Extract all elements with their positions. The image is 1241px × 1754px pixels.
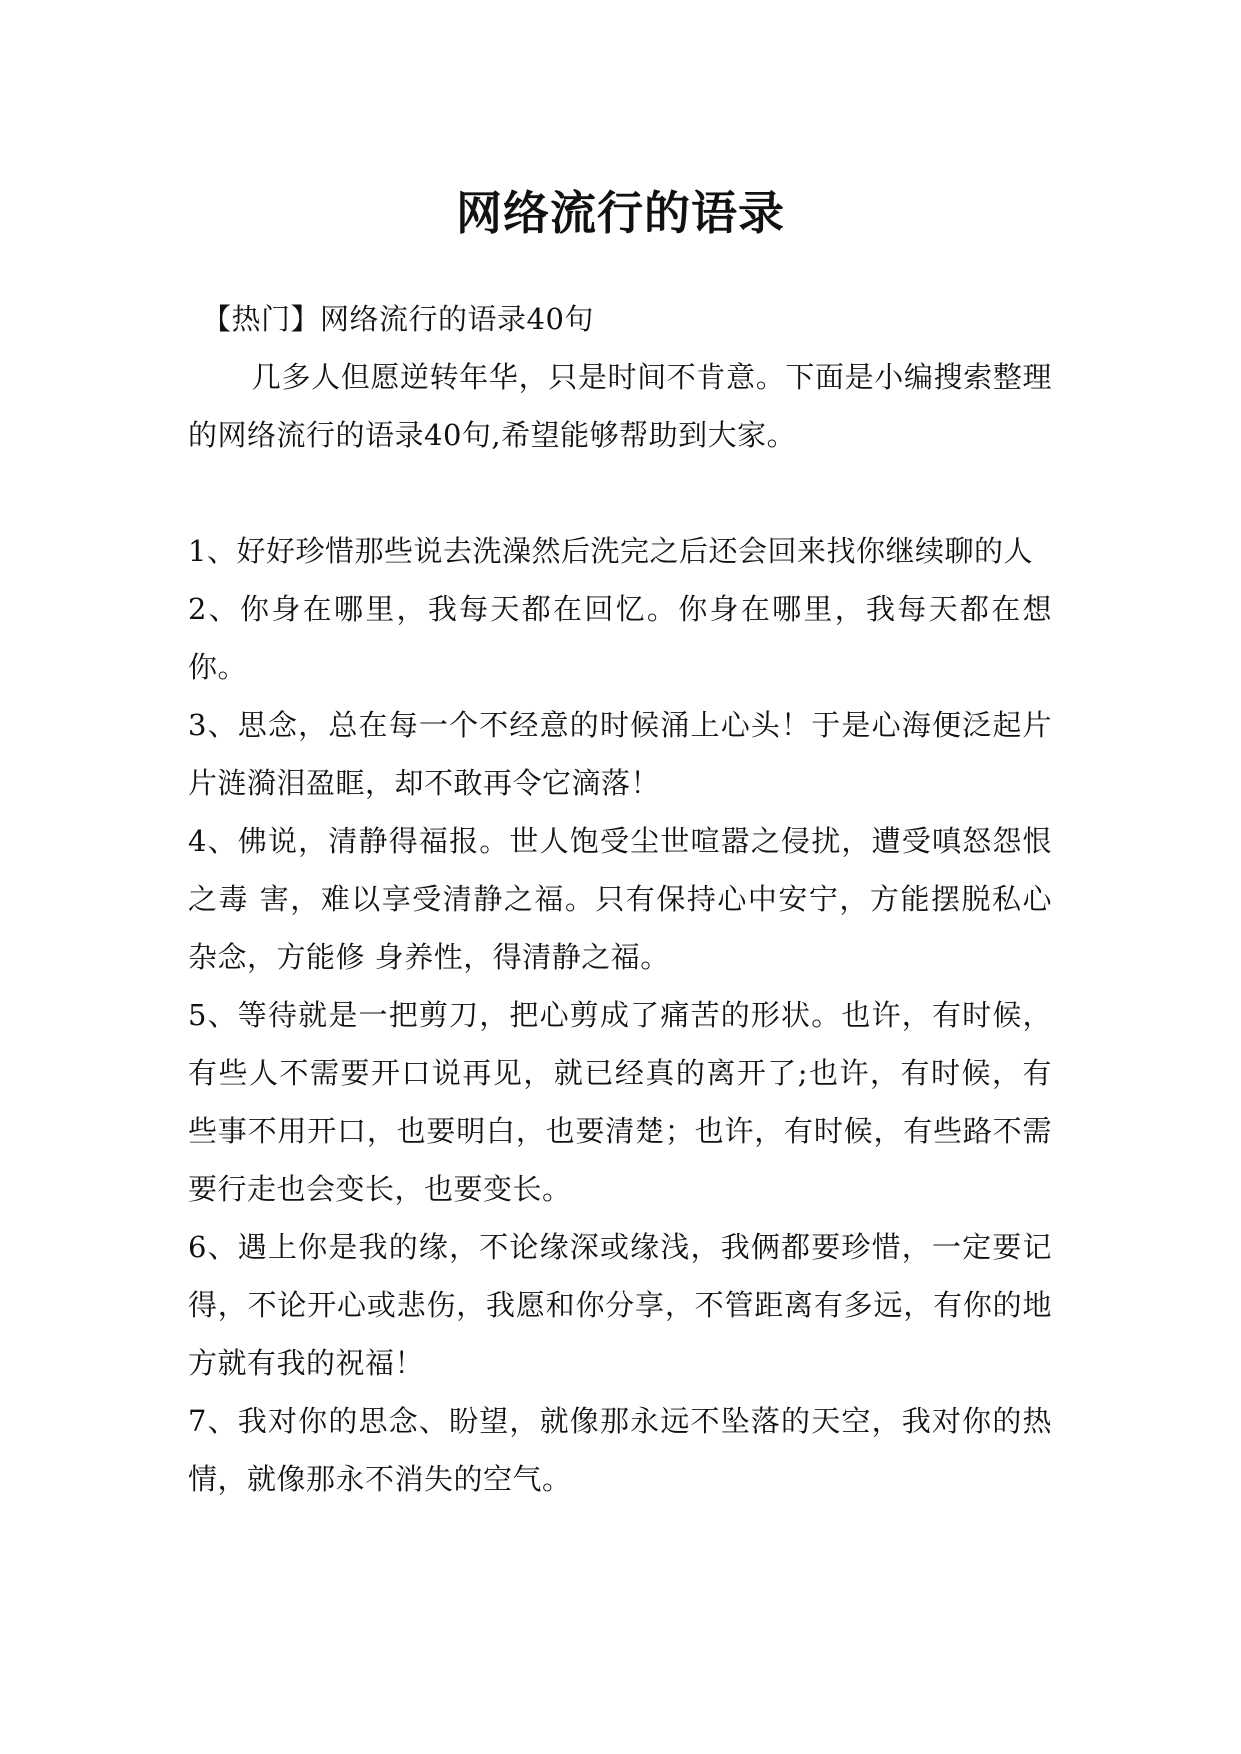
paragraph-spacer xyxy=(188,464,1052,522)
quote-item-2: 2、你身在哪里，我每天都在回忆。你身在哪里，我每天都在想你。 xyxy=(188,592,1052,684)
quote-item-3: 3、思念，总在每一个不经意的时候涌上心头！于是心海便泛起片片涟漪泪盈眶，却不敢再令它滴落！ xyxy=(188,708,1052,800)
quote-item-6: 6、遇上你是我的缘，不论缘深或缘浅，我俩都要珍惜，一定要记得，不论开心或悲伤，我愿和你分享，不管距离有多远，有你的地方就有我的祝福！ xyxy=(188,1230,1052,1380)
document-title: 网络流行的语录 xyxy=(456,185,785,240)
quote-item-1: 1、好好珍惜那些说去洗澡然后洗完之后还会回来找你继续聊的人 xyxy=(188,534,1033,568)
quote-item-5: 5、等待就是一把剪刀，把心剪成了痛苦的形状。也许，有时候，有些人不需要开口说再见，就已经真的离开了;也许，有时候，有些事不用开口，也要明白，也要清楚；也许，有时候，有些路不需要行走也会变长，也要变长。 xyxy=(188,998,1052,1206)
intro-paragraph: 几多人但愿逆转年华，只是时间不肯意。下面是小编搜索整理的网络流行的语录40句,希望能够帮助到大家。 xyxy=(188,360,1052,452)
document-subtitle: 【热门】网络流行的语录40句 xyxy=(202,302,594,336)
document-body xyxy=(188,290,1052,1508)
quote-item-4: 4、佛说，清静得福报。世人饱受尘世喧嚣之侵扰，遭受嗔怒怨恨之毒 害，难以享受清静之福。只有保持心中安宁，方能摆脱私心杂念，方能修 身养性，得清静之福。 xyxy=(188,824,1052,974)
quote-item-7: 7、我对你的思念、盼望，就像那永远不坠落的天空，我对你的热情，就像那永不消失的空气。 xyxy=(188,1404,1052,1496)
